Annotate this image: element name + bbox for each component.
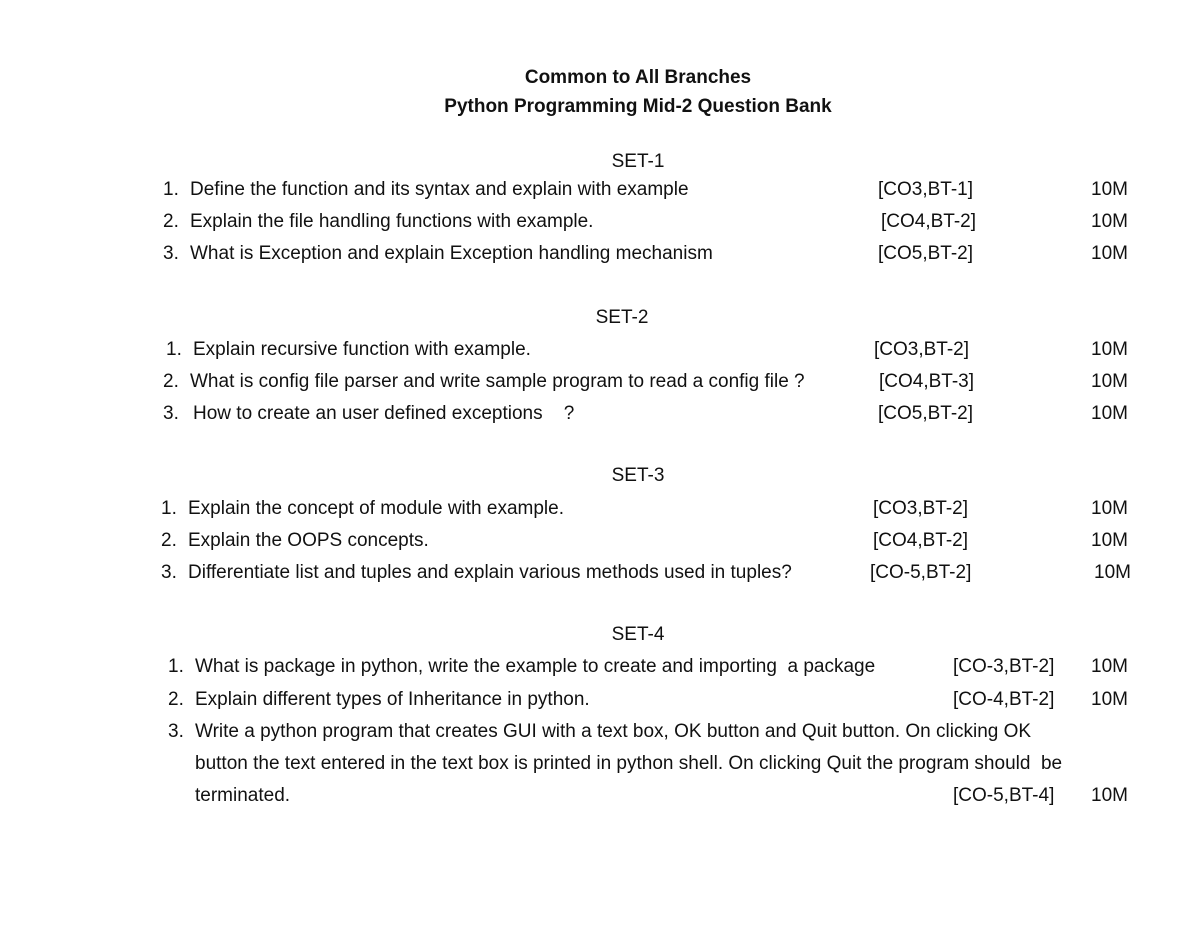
question-code: [CO-5,BT-2] bbox=[870, 562, 972, 583]
question-marks: 10M bbox=[1091, 371, 1128, 392]
question-number: 1. bbox=[166, 339, 182, 360]
question-marks: 10M bbox=[1091, 179, 1128, 200]
question-marks: 10M bbox=[1091, 498, 1128, 519]
question-code: [CO-4,BT-2] bbox=[953, 689, 1055, 710]
question-text: Write a python program that creates GUI with a text box, OK button and Quit button. On clicking OK bbox=[195, 721, 1032, 742]
question-code: [CO-5,BT-4] bbox=[953, 785, 1055, 806]
question-marks: 10M bbox=[1091, 689, 1128, 710]
question-code: [CO4,BT-2] bbox=[873, 530, 969, 551]
question-number: 2. bbox=[168, 689, 184, 710]
question-text: How to create an user defined exceptions ? bbox=[193, 403, 575, 424]
set-3-title: SET-3 bbox=[611, 465, 665, 486]
question-text: What is package in python, write the example to create and importing a package bbox=[195, 656, 876, 677]
question-text: Differentiate list and tuples and explain various methods used in tuples? bbox=[188, 562, 792, 583]
question-marks: 10M bbox=[1091, 243, 1128, 264]
question-marks: 10M bbox=[1091, 530, 1128, 551]
question-text: What is config file parser and write sample program to read a config file ? bbox=[190, 371, 805, 392]
question-number: 2. bbox=[163, 371, 179, 392]
question-marks: 10M bbox=[1091, 403, 1128, 424]
question-code: [CO4,BT-2] bbox=[881, 211, 977, 232]
question-text: Explain different types of Inheritance in python. bbox=[195, 689, 590, 710]
question-text: terminated. bbox=[195, 785, 291, 806]
set-1-title: SET-1 bbox=[611, 151, 665, 172]
question-text: What is Exception and explain Exception handling mechanism bbox=[190, 243, 713, 264]
question-number: 3. bbox=[168, 721, 184, 742]
question-number: 3. bbox=[163, 243, 179, 264]
question-marks: 10M bbox=[1091, 211, 1128, 232]
question-number: 2. bbox=[163, 211, 179, 232]
document-title: Python Programming Mid-2 Question Bank bbox=[444, 96, 832, 117]
question-text: Explain the concept of module with example. bbox=[188, 498, 564, 519]
question-marks: 10M bbox=[1091, 656, 1128, 677]
document-heading-branches: Common to All Branches bbox=[524, 67, 752, 88]
question-number: 1. bbox=[161, 498, 177, 519]
question-number: 3. bbox=[161, 562, 177, 583]
question-code: [CO4,BT-3] bbox=[879, 371, 975, 392]
question-marks: 10M bbox=[1091, 785, 1128, 806]
question-text: Define the function and its syntax and explain with example bbox=[190, 179, 689, 200]
set-4-title: SET-4 bbox=[611, 624, 665, 645]
set-2-title: SET-2 bbox=[595, 307, 649, 328]
question-code: [CO-3,BT-2] bbox=[953, 656, 1055, 677]
question-number: 2. bbox=[161, 530, 177, 551]
question-text: Explain the file handling functions with example. bbox=[190, 211, 594, 232]
question-code: [CO5,BT-2] bbox=[878, 243, 974, 264]
question-marks: 10M bbox=[1091, 339, 1128, 360]
question-number: 1. bbox=[163, 179, 179, 200]
question-text: Explain the OOPS concepts. bbox=[188, 530, 429, 551]
question-number: 3. bbox=[163, 403, 179, 424]
question-code: [CO3,BT-2] bbox=[874, 339, 970, 360]
question-marks: 10M bbox=[1094, 562, 1131, 583]
question-code: [CO3,BT-2] bbox=[873, 498, 969, 519]
question-code: [CO3,BT-1] bbox=[878, 179, 974, 200]
question-text: button the text entered in the text box is printed in python shell. On clicking Quit the program should be bbox=[195, 753, 1063, 774]
question-number: 1. bbox=[168, 656, 184, 677]
question-code: [CO5,BT-2] bbox=[878, 403, 974, 424]
question-text: Explain recursive function with example. bbox=[193, 339, 531, 360]
